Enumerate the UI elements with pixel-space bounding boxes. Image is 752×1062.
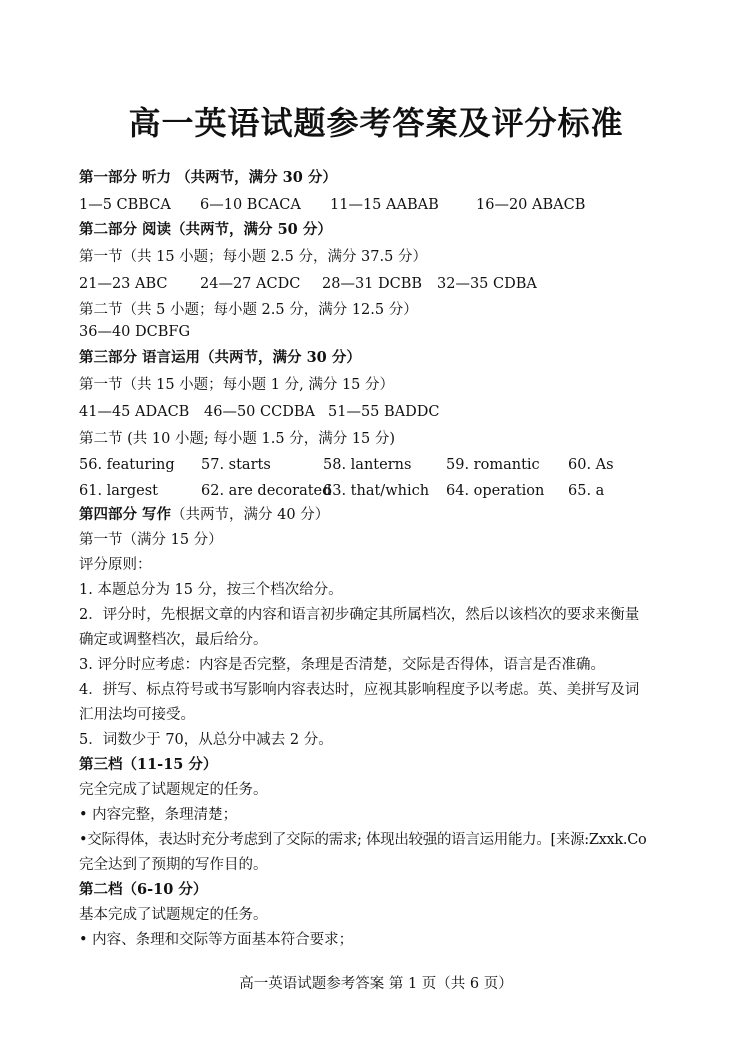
tier3-line: 完全完成了试题规定的任务。 [79,782,268,798]
tier2-line: • 内容、条理和交际等方面基本符合要求； [79,932,354,948]
part3-heading: 第三部分 语言运用（共两节，满分 30 分） [79,349,361,366]
part3-section2: 第二节 (共 10 小题; 每小题 1.5 分，满分 15 分) [79,431,396,447]
part2-heading: 第二部分 阅读（共两节，满分 50 分） [79,221,332,238]
answer-group: 51—55 BADDC [328,404,440,420]
tier3-line: • 内容完整，条理清楚； [79,807,238,823]
answer-group: 32—35 CDBA [437,276,537,292]
page-title: 高一英语试题参考答案及评分标准 [128,104,624,142]
part1-heading: 第一部分 听力 （共两节，满分 30 分） [79,169,337,186]
answer-group: 46—50 CCDBA [204,404,315,420]
part2-answers2: 36—40 DCBFG [79,324,191,340]
fill-answer: 56. featuring [79,457,175,473]
principles-label: 评分原则： [79,557,152,573]
tier2-line: 基本完成了试题规定的任务。 [79,907,268,923]
rule-2: 2．评分时，先根据文章的内容和语言初步确定其所属档次，然后以该档次的要求来衡量 [79,607,640,623]
rule-2-cont: 确定或调整档次，最后给分。 [79,632,268,648]
fill-answer: 59. romantic [446,457,540,473]
answer-group: 1—5 CBBCA [79,197,171,213]
fill-answer: 65. a [568,483,605,499]
fill-answer: 64. operation [446,483,545,499]
fill-answer: 62. are decorated [201,483,332,499]
part2-section2: 第二节（共 5 小题；每小题 2.5 分，满分 12.5 分） [79,302,418,318]
tier3-line: •交际得体，表达时充分考虑到了交际的需求; 体现出较强的语言运用能力。[来源:Zxxk.Co [79,832,647,848]
rule-4-cont: 汇用法均可接受。 [79,707,195,723]
rule-4: 4．拼写、标点符号或书写影响内容表达时，应视其影响程度予以考虑。英、美拼写及词 [79,682,640,698]
part3-section1: 第一节（共 15 小题；每小题 1 分, 满分 15 分） [79,377,394,393]
tier3-heading: 第三档（11-15 分） [79,756,218,773]
tier3-line: 完全达到了预期的写作目的。 [79,857,268,873]
fill-answer: 61. largest [79,483,159,499]
answer-group: 16—20 ABACB [476,197,586,213]
answer-group: 28—31 DCBB [322,276,423,292]
rule-5: 5．词数少于 70，从总分中减去 2 分。 [79,732,333,748]
answer-group: 11—15 AABAB [330,197,439,213]
fill-answer: 57. starts [201,457,271,473]
fill-answer: 58. lanterns [323,457,412,473]
answer-group: 6—10 BCACA [200,197,301,213]
tier2-heading: 第二档（6-10 分） [79,881,208,898]
part4-heading-rest: （共两节，满分 40 分） [171,507,330,523]
part4-section1: 第一节（满分 15 分） [79,532,223,548]
answer-group: 24—27 ACDC [200,276,301,292]
answer-group: 41—45 ADACB [79,404,190,420]
answer-group: 21—23 ABC [79,276,168,292]
fill-answer: 63. that/which [323,483,430,499]
part4-heading-bold: 第四部分 写作 [79,506,172,523]
rule-3: 3. 评分时应考虑：内容是否完整，条理是否清楚，交际是否得体，语言是否准确。 [79,657,605,673]
part2-section1: 第一节（共 15 小题；每小题 2.5 分，满分 37.5 分） [79,249,427,265]
fill-answer: 60. As [568,457,614,473]
part4-heading [79,506,329,524]
rule-1: 1. 本题总分为 15 分，按三个档次给分。 [79,582,343,598]
page-footer: 高一英语试题参考答案 第 1 页（共 6 页） [239,976,513,992]
